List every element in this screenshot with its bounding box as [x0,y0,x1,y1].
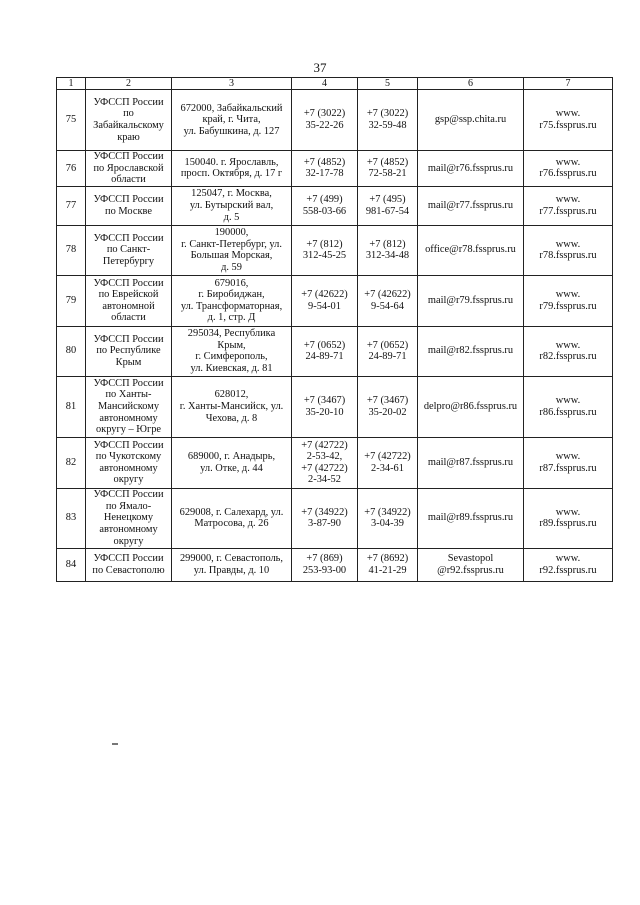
website-cell [524,488,613,548]
email-cell [418,548,524,581]
department-name-line: УФССП России [93,151,164,162]
email-cell [418,186,524,225]
website-line: r76.fssprus.ru [539,168,597,180]
address-line: Чехова, д. 8 [205,412,258,424]
department-name-line: автономной [102,300,155,312]
address-line: 628012, [214,389,249,401]
email-line: mail@r76.fssprus.ru [427,162,514,174]
department-name-cell [86,151,172,187]
website-cell [524,151,613,187]
email-line: mail@r87.fssprus.ru [427,456,514,468]
website-line: r78.fssprus.ru [539,250,597,262]
phone-primary-line: +7 (869) [306,553,343,565]
phone-secondary-line: +7 (3022) [366,108,409,120]
website-line: www. [555,395,581,407]
address-line: 299000, г. Севастополь, [179,553,284,565]
phone-primary-line: 24-89-71 [305,351,344,363]
website-line: www. [555,339,581,351]
website-line: www. [555,289,581,301]
phone-secondary-cell [358,437,418,488]
phone-primary-line: +7 (4852) [303,156,346,168]
department-name-line: автономному [99,462,158,474]
row-number-cell: 78 [57,225,86,275]
address-line: ул. Правды, д. 10 [193,564,270,576]
department-name-line: краю [117,131,140,143]
address-cell [172,488,292,548]
department-name-cell [86,326,172,376]
email-line: mail@r89.fssprus.ru [427,512,514,524]
phone-secondary-cell [358,90,418,151]
phone-secondary-line: 41-21-29 [368,564,407,576]
address-cell [172,90,292,151]
department-name-line: УФССП России [93,377,164,389]
department-name-line: УФССП России [93,439,164,451]
phone-primary-cell [292,225,358,275]
website-line: www. [555,238,581,250]
address-line: г. Симферополь, [195,351,268,363]
website-line: www. [555,108,581,120]
table-row [57,326,613,376]
website-line: r92.fssprus.ru [539,564,597,576]
department-name-line: по Москве [105,205,152,217]
website-line: r75.fssprus.ru [539,120,597,131]
department-name-line: Ненецкому [103,512,154,524]
phone-secondary-cell [358,488,418,548]
phone-primary-line: 558-03-66 [302,205,347,217]
department-name-line: округу [113,474,144,486]
phone-secondary-line: 312-34-48 [365,250,410,262]
website-line: r86.fssprus.ru [539,406,597,418]
phone-primary-cell [292,488,358,548]
phone-secondary-line: 72-58-21 [368,168,407,180]
department-name-line: по Еврейской [98,289,159,301]
website-line: r87.fssprus.ru [539,462,597,474]
phone-primary-cell [292,275,358,326]
department-name-cell [86,437,172,488]
address-cell [172,326,292,376]
phone-secondary-line: +7 (495) [369,194,406,206]
address-cell [172,186,292,225]
phone-primary-line: +7 (34922) [301,506,348,518]
email-cell [418,376,524,437]
phone-primary-cell [292,437,358,488]
address-line: д. 59 [221,261,242,273]
row-number-cell: 75 [57,90,86,151]
email-cell [418,275,524,326]
email-cell [418,151,524,187]
department-name-line: Забайкальскому [93,120,164,131]
email-line: mail@r82.fssprus.ru [427,345,514,357]
email-cell [418,90,524,151]
department-name-line: по [123,108,134,120]
phone-primary-cell [292,151,358,187]
department-name-line: Петербургу [102,256,155,268]
address-line: Матросова, д. 26 [194,518,269,530]
phone-primary-line: 35-22-26 [305,120,344,131]
phone-secondary-cell [358,151,418,187]
phone-primary-line: 3-87-90 [308,518,341,530]
address-line: ул. Бутырский вал, [189,199,274,211]
department-name-line: округу [113,535,144,547]
website-line: www. [555,553,581,565]
phone-secondary-line: +7 (0652) [366,339,409,351]
address-line: д. 5 [223,211,240,223]
address-line: край, г. Чита, [202,114,261,126]
row-number-cell: 76 [57,151,86,187]
department-name-line: области [111,312,146,324]
phone-secondary-line: +7 (42722) [364,451,411,463]
address-line: 295034, Республика [187,328,276,340]
address-line: 672000, Забайкальский [180,102,283,114]
page-number: 37 [313,60,327,75]
row-number-cell: 82 [57,437,86,488]
address-line: Большая Морская, [190,250,273,262]
address-line: ул. Киевская, д. 81 [190,362,273,374]
website-cell [524,225,613,275]
address-cell [172,225,292,275]
department-name-line: по Республике [96,345,161,357]
phone-primary-line: +7 (0652) [303,339,346,351]
row-number-cell: 81 [57,376,86,437]
website-cell [524,326,613,376]
website-line: r89.fssprus.ru [539,518,597,530]
department-name-line: округу – Югре [95,424,162,436]
phone-secondary-cell [358,326,418,376]
address-line: Крым, [217,339,246,351]
address-line: г. Ханты-Мансийск, ул. [179,400,284,412]
column-header: 3 [172,78,292,90]
phone-secondary-line: 9-54-64 [371,300,404,312]
table-row [57,151,613,187]
phone-primary-cell [292,548,358,581]
address-line: г. Биробиджан, [198,289,265,301]
website-cell [524,275,613,326]
address-cell [172,376,292,437]
department-name-line: УФССП России [93,489,164,501]
email-cell [418,488,524,548]
email-line: delpro@r86.fssprus.ru [423,400,518,412]
row-number-cell: 79 [57,275,86,326]
phone-primary-line: +7 (3467) [303,395,346,407]
address-line: 190000, [214,227,249,239]
phone-secondary-line: 32-59-48 [368,120,407,131]
department-name-line: Крым [115,357,142,369]
address-line: ул. Бабушкина, д. 127 [183,125,280,137]
address-line: просп. Октября, д. 17 г [180,168,283,180]
department-name-line: по Ямало- [105,500,152,512]
phone-secondary-line: +7 (42622) [364,289,411,301]
row-number-cell: 84 [57,548,86,581]
phone-secondary-line: +7 (8692) [366,553,409,565]
contacts-table [56,77,613,582]
phone-primary-line: +7 (812) [306,238,343,250]
address-cell [172,151,292,187]
table-row [57,437,613,488]
phone-primary-line: 35-20-10 [305,406,344,418]
department-name-cell [86,186,172,225]
website-line: www. [555,156,581,168]
phone-secondary-line: +7 (812) [369,238,406,250]
phone-secondary-cell [358,548,418,581]
address-cell [172,437,292,488]
department-name-cell [86,488,172,548]
header-row [57,78,613,90]
address-line: ул. Трансформаторная, [180,300,283,312]
table-header [57,78,613,90]
phone-primary-cell [292,326,358,376]
department-name-line: автономному [99,412,158,424]
address-line: ул. Отке, д. 44 [200,462,263,474]
pen-mark [112,743,118,745]
department-name-cell [86,90,172,151]
column-header: 7 [524,78,613,90]
table-row [57,90,613,151]
column-header: 2 [86,78,172,90]
department-name-line: УФССП России [93,194,164,206]
email-line: @r92.fssprus.ru [437,564,504,576]
phone-primary-line: +7 (42622) [301,289,348,301]
department-name-line: УФССП России [93,553,164,565]
website-cell [524,437,613,488]
email-line: mail@r79.fssprus.ru [427,294,514,306]
phone-primary-line: 32-17-78 [305,168,344,180]
phone-primary-cell [292,376,358,437]
row-number-cell: 83 [57,488,86,548]
phone-secondary-cell [358,275,418,326]
department-name-line: Мансийскому [97,400,160,412]
department-name-line: по Чукотскому [95,451,162,463]
department-name-line: по Ханты- [105,389,152,401]
phone-primary-line: +7 (42722) [301,439,348,451]
phone-secondary-cell [358,186,418,225]
phone-secondary-line: 24-89-71 [368,351,407,363]
website-cell [524,186,613,225]
department-name-line: УФССП России [93,333,164,345]
website-line: www. [555,194,581,206]
phone-primary-line: 9-54-01 [308,300,341,312]
address-cell [172,548,292,581]
website-line: www. [555,506,581,518]
table-row [57,548,613,581]
column-header: 4 [292,78,358,90]
department-name-cell [86,225,172,275]
row-number-cell: 80 [57,326,86,376]
website-line: r79.fssprus.ru [539,300,597,312]
department-name-cell [86,548,172,581]
phone-primary-line: 253-93-00 [302,564,347,576]
department-name-line: УФССП России [93,277,164,289]
website-line: r77.fssprus.ru [539,205,597,217]
address-line: 150040. г. Ярославль, [184,156,279,168]
email-line: gsp@ssp.chita.ru [434,114,507,126]
email-cell [418,225,524,275]
website-line: r82.fssprus.ru [539,351,597,363]
address-line: 679016, [214,277,249,289]
phone-primary-cell [292,90,358,151]
department-name-line: автономному [99,524,158,536]
address-line: г. Санкт-Петербург, ул. [181,238,282,250]
department-name-line: УФССП России [93,232,164,244]
phone-secondary-line: 2-34-61 [371,462,404,474]
website-cell [524,548,613,581]
row-number-cell: 77 [57,186,86,225]
address-line: д. 1, стр. Д [207,312,256,324]
phone-secondary-line: +7 (3467) [366,395,409,407]
website-cell [524,90,613,151]
column-header: 6 [418,78,524,90]
table-row [57,376,613,437]
department-name-cell [86,275,172,326]
table-row [57,488,613,548]
address-line: 125047, г. Москва, [191,188,272,200]
phone-primary-line: 2-34-52 [308,474,341,486]
phone-secondary-line: +7 (4852) [366,156,409,168]
phone-secondary-cell [358,225,418,275]
table-row [57,225,613,275]
address-line: 629008, г. Салехард, ул. [179,506,284,518]
column-header: 5 [358,78,418,90]
website-cell [524,376,613,437]
phone-secondary-line: 35-20-02 [368,406,407,418]
phone-secondary-line: 981-67-54 [365,205,410,217]
email-cell [418,437,524,488]
phone-primary-line: +7 (3022) [303,108,346,120]
table-body [57,90,613,582]
email-line: Sevastopol [447,553,494,565]
phone-secondary-line: +7 (34922) [364,506,411,518]
phone-primary-line: +7 (499) [306,194,343,206]
department-name-line: УФССП России [93,96,164,108]
column-header: 1 [57,78,86,90]
address-line: 689000, г. Анадырь, [187,451,276,463]
department-name-line: по Севастополю [92,564,165,576]
phone-primary-line: +7 (42722) [301,462,348,474]
email-line: office@r78.fssprus.ru [425,244,516,256]
phone-primary-cell [292,186,358,225]
address-cell [172,275,292,326]
email-line: mail@r77.fssprus.ru [427,199,514,211]
email-cell [418,326,524,376]
department-name-line: по Санкт- [106,244,151,256]
table-row [57,186,613,225]
phone-primary-line: 2-53-42, [306,451,343,463]
website-line: www. [555,451,581,463]
table-row [57,275,613,326]
department-name-cell [86,376,172,437]
department-name-line: по Ярославской [93,162,164,174]
phone-primary-line: 312-45-25 [302,250,347,262]
department-name-line: области [111,174,146,186]
phone-secondary-line: 3-04-39 [371,518,404,530]
phone-secondary-cell [358,376,418,437]
